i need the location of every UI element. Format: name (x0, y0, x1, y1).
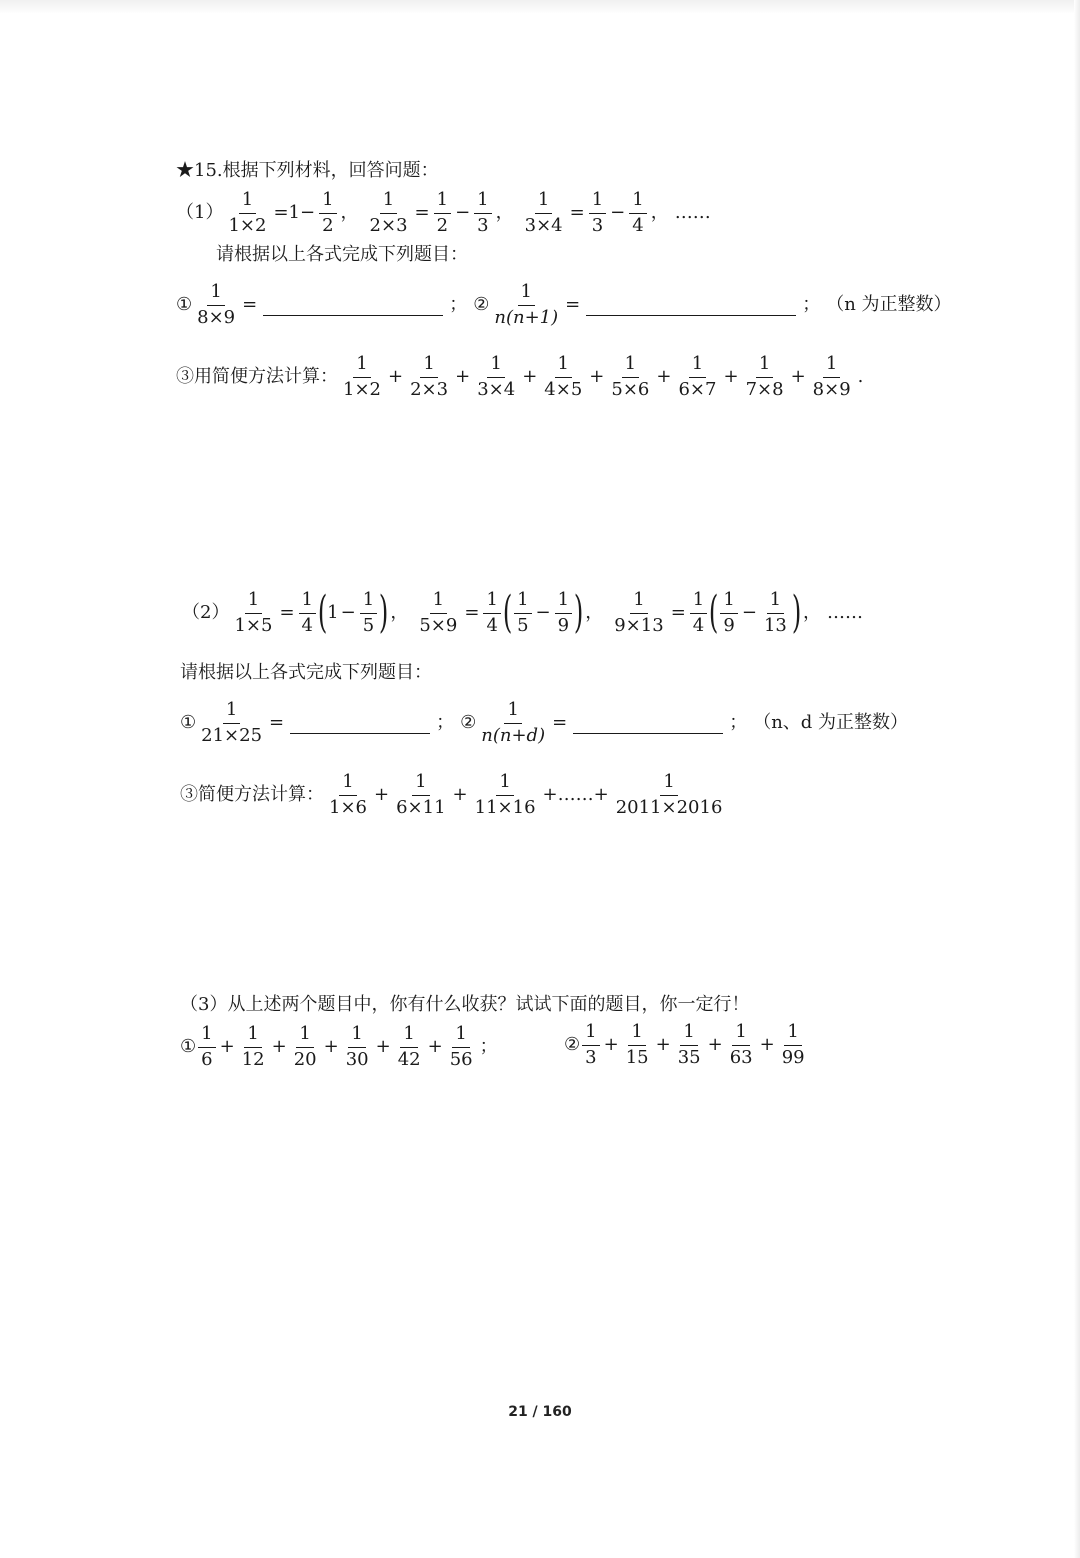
q1-mark: ① (180, 1036, 197, 1058)
fraction: $\frac{1}{3}$ (474, 190, 491, 236)
part3-text-line (0, 996, 1080, 1014)
fraction: $\frac{1}{56}$ (449, 1023, 473, 1070)
part2-q3: ③简便方法计算： $\frac{1}{1\times 6}$ + $\frac{1}{6\times 11}$ + $\frac{1}{11\times 16}$ +……+ $\frac{1}{2011\times 2016}$ (0, 772, 1080, 818)
part1-instruction: 请根据以上各式完成下列题目： (216, 244, 468, 265)
equals-one-minus: =1− (273, 202, 316, 224)
part2-q3-text: ③简便方法计算： (180, 784, 324, 806)
fraction: $\frac{1}{2}$ (319, 190, 336, 236)
fraction: $\frac{1}{4}$ (299, 590, 316, 636)
answer-blank[interactable] (290, 713, 430, 734)
part2-label: （2） (182, 602, 230, 624)
fraction: $\frac{1}{2\times 3}$ (410, 353, 449, 400)
fraction: $\frac{1}{2011\times 2016}$ (615, 771, 723, 818)
fraction: $\frac{1}{63}$ (729, 1021, 753, 1068)
fraction: $\frac{1}{8\times 9}$ (197, 281, 236, 328)
fraction: $\frac{1}{5\times 6}$ (611, 353, 650, 400)
part1-examples: （1） $\frac{1}{1\times 2}$ =1− $\frac{1}{2}$ ， $\frac{1}{2\times 3}$ = $\frac{1}{2}$ − $\frac{1}{3}$ ， $\frac{1}{3\times 4}$ = $\frac{1}{3}$ − $\frac{1}{4}$ ， …… (176, 189, 711, 236)
part3-text: （3）从上述两个题目中，你有什么收获？试试下面的题目，你一定行！ (180, 994, 750, 1015)
ellipsis: …… (674, 202, 711, 224)
part1-note: （n 为正整数） (826, 294, 952, 316)
fraction: $\frac{1}{20}$ (293, 1023, 317, 1070)
ellipsis-plus: +……+ (542, 784, 609, 806)
fraction: $\frac{1}{4\times 5}$ (544, 353, 583, 400)
part2-instruction: 请根据以上各式完成下列题目： (180, 662, 432, 683)
fraction: $\frac{1}{6\times 7}$ (678, 353, 717, 400)
part2-note: （n、d 为正整数） (753, 712, 909, 734)
q2-mark: ② (564, 1034, 581, 1056)
fraction: $\frac{1}{35}$ (677, 1021, 701, 1068)
q2-mark: ② (460, 712, 477, 734)
fraction: $\frac{1}{42}$ (397, 1023, 421, 1070)
fraction: $\frac{1}{11\times 16}$ (474, 771, 536, 818)
fraction: $\frac{1}{1\times 2}$ (343, 353, 381, 400)
part2-examples: （2） $\frac{1}{1\times 5}$ = $\frac{1}{4}$ ( 1 − $\frac{1}{5}$ ) ， $\frac{1}{5\times 9}$ = $\frac{1}{4}$ ( $\frac{1}{5}$ − $\frac{1}{9}$ ) ， $\frac{1}{9\times 13}$ = $\frac{1}{4}$ ( $\frac{1}{9}$ − $\frac{1}{13}$ ) ， …… (182, 587, 864, 639)
part1-q1-q2: ① $\frac{1}{8\times 9}$ = ； ② $\frac{1}{n(n+1)}$ = ； （n 为正整数） (176, 281, 952, 328)
fraction: $\frac{1}{5}$ (360, 590, 377, 636)
fraction: $\frac{1}{9}$ (720, 590, 737, 636)
problem-heading-line (0, 162, 1080, 180)
fraction: $\frac{1}{1\times 5}$ (234, 589, 273, 636)
part3-q1: ① $\frac{1}{6}$ + $\frac{1}{12}$ + $\frac{1}{20}$ + $\frac{1}{30}$ + $\frac{1}{42}$ + $\frac{1}{56}$ ； (180, 1023, 498, 1070)
fraction: $\frac{1}{3\times 4}$ (477, 353, 516, 400)
fraction: $\frac{1}{4}$ (690, 590, 707, 636)
fraction: $\frac{1}{4}$ (629, 190, 646, 236)
fraction: $\frac{1}{1\times 2}$ (228, 189, 267, 236)
fraction: $\frac{1}{2\times 3}$ (369, 189, 408, 236)
fraction: $\frac{1}{3}$ (582, 1022, 599, 1068)
page-number: 21 / 160 (508, 1404, 572, 1420)
fraction: $\frac{1}{13}$ (763, 589, 787, 636)
q2-mark: ② (473, 294, 490, 316)
comma: ， (650, 202, 669, 224)
answer-blank[interactable] (263, 295, 443, 316)
fraction: $\frac{1}{1\times 6}$ (329, 771, 367, 818)
fraction: $\frac{1}{9}$ (555, 590, 572, 636)
answer-blank[interactable] (573, 713, 723, 734)
part1-label: （1） (176, 202, 224, 224)
fraction: $\frac{1}{6}$ (198, 1024, 215, 1070)
q1-mark: ① (176, 294, 193, 316)
fraction: $\frac{1}{n(n+1)}$ (494, 281, 559, 328)
ellipsis: …… (827, 602, 864, 624)
fraction: $\frac{1}{5\times 9}$ (419, 589, 458, 636)
part3-q2: ② $\frac{1}{3}$ + $\frac{1}{15}$ + $\frac{1}{35}$ + $\frac{1}{63}$ + $\frac{1}{99}$ (0, 1022, 1080, 1068)
fraction: $\frac{1}{8\times 9}$ (812, 353, 851, 400)
comma: ， (495, 202, 514, 224)
problem-heading: ★15.根据下列材料，回答问题： (176, 160, 439, 181)
part2-instruction-line (0, 664, 1080, 682)
fraction: $\frac{1}{99}$ (781, 1021, 805, 1068)
fraction: $\frac{1}{n(n+d)}$ (481, 699, 546, 746)
answer-blank[interactable] (586, 295, 796, 316)
fraction: $\frac{1}{3\times 4}$ (524, 189, 563, 236)
fraction: $\frac{1}{3}$ (589, 190, 606, 236)
fraction: $\frac{1}{30}$ (345, 1023, 369, 1070)
fraction: $\frac{1}{2}$ (434, 190, 451, 236)
fraction: $\frac{1}{4}$ (483, 590, 500, 636)
fraction: $\frac{1}{12}$ (241, 1023, 265, 1070)
scan-top-edge (0, 0, 1080, 14)
fraction: $\frac{1}{9\times 13}$ (614, 589, 664, 636)
fraction: $\frac{1}{7\times 8}$ (745, 353, 784, 400)
fraction: $\frac{1}{6\times 11}$ (396, 771, 446, 818)
comma: ， (340, 202, 359, 224)
part1-q3-text: ③用简便方法计算： (176, 366, 338, 388)
part1-instruction-line (0, 246, 1080, 264)
fraction: $\frac{1}{5}$ (514, 590, 531, 636)
fraction: $\frac{1}{15}$ (625, 1021, 649, 1068)
q1-mark: ① (180, 712, 197, 734)
part1-q3: ③用简便方法计算： $\frac{1}{1\times 2}$ + $\frac{1}{2\times 3}$ + $\frac{1}{3\times 4}$ + $\frac{1}{4\times 5}$ + $\frac{1}{5\times 6}$ + $\frac{1}{6\times 7}$ + $\frac{1}{7\times 8}$ + $\frac{1}{8\times 9}$ . (176, 353, 864, 400)
fraction: $\frac{1}{21\times 25}$ (201, 699, 263, 746)
part2-q1-q2: ① $\frac{1}{21\times 25}$ = ； ② $\frac{1}{n(n+d)}$ = ； （n、d 为正整数） (180, 699, 909, 746)
